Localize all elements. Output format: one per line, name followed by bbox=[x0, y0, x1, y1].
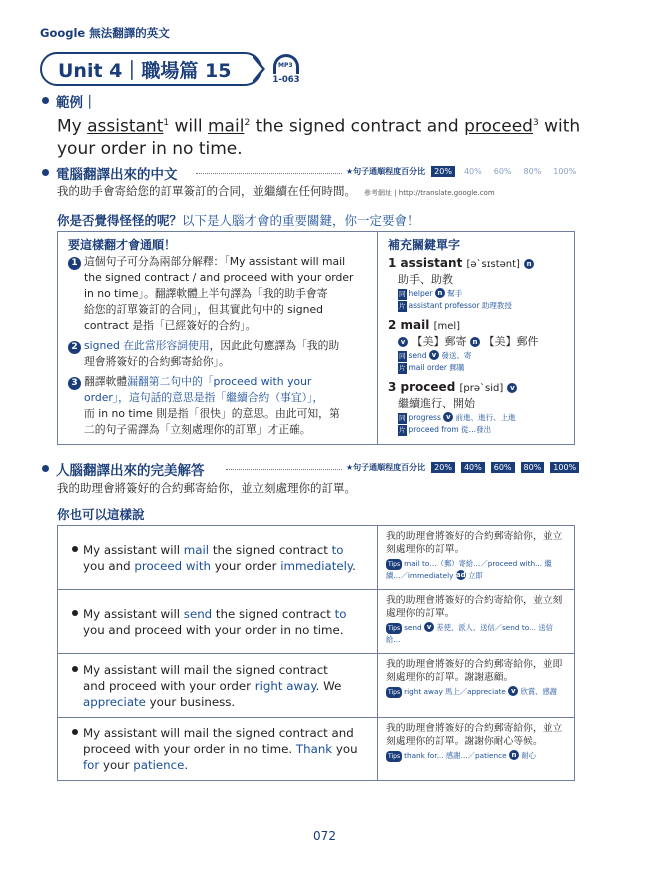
vocab-synonym bbox=[398, 288, 572, 300]
alt-text: you and proceed with your order in no time. bbox=[83, 622, 344, 637]
fluency-level: 80% bbox=[521, 462, 545, 473]
example-text: with your order in no time. bbox=[57, 116, 581, 159]
alt-text: your order bbox=[210, 558, 281, 573]
alt-highlight: patience bbox=[133, 758, 185, 772]
phrase-tag: 片 bbox=[399, 426, 406, 434]
fix-highlight: 漏翻第二句中的「proceed with your bbox=[127, 375, 312, 388]
note-text: send bbox=[404, 623, 422, 632]
vocab-meaning-b: 【美】郵件 bbox=[483, 335, 539, 348]
fix-title: 要這樣翻才會通順！ bbox=[68, 238, 177, 252]
vocab-meaning-a: 【美】郵寄 bbox=[411, 335, 467, 348]
page-number: 072 bbox=[313, 829, 336, 843]
fix-highlight: order」，這句話的意思是指「繼續合約（事宜）」， bbox=[84, 391, 324, 404]
alt-text: My assistant will bbox=[83, 542, 184, 557]
table-row bbox=[58, 590, 574, 654]
table-row bbox=[58, 718, 574, 780]
alt-text: the signed contract bbox=[209, 542, 332, 557]
alt-text: you and bbox=[83, 558, 135, 573]
alt-text: your business. bbox=[145, 694, 236, 709]
fix-text: 這個句子可分為兩部分解釋：「My assistant will mail bbox=[84, 255, 346, 268]
tips-icon: Tips bbox=[388, 625, 401, 632]
phrase-text: proceed from 從…發出 bbox=[408, 425, 492, 434]
bullet-dot bbox=[72, 610, 78, 616]
unit-title: Unit 4｜職場篇 15 bbox=[40, 52, 262, 86]
keyword-assistant: assistant bbox=[87, 116, 164, 137]
alt-highlight: send bbox=[183, 606, 213, 621]
note-text: 耐心 bbox=[521, 751, 536, 760]
alt-highlight: immediately bbox=[280, 558, 353, 573]
alt-chinese bbox=[378, 526, 574, 589]
pos-badge: n bbox=[524, 259, 534, 269]
pos-badge: v bbox=[429, 350, 439, 360]
fluency-level: 80% bbox=[523, 167, 542, 176]
alternatives-table bbox=[57, 525, 575, 781]
fluency-level: 40% bbox=[461, 462, 485, 473]
alt-text: . bbox=[352, 558, 356, 573]
fix-text: 翻譯軟體 bbox=[84, 375, 128, 388]
alternatives-heading: 你也可以這樣說 bbox=[57, 507, 145, 522]
alt-text: you bbox=[332, 742, 358, 756]
example-heading: 範例｜ bbox=[56, 95, 97, 111]
synonym-tag: 同 bbox=[399, 352, 406, 360]
tips-icon: Tips bbox=[388, 689, 401, 696]
alt-note bbox=[386, 558, 566, 581]
alt-translation: 我的助理會將簽好的合約郵寄給你，並即刻處理你的訂單。謝謝惠顧。 bbox=[386, 659, 563, 683]
vocab-entry-assistant bbox=[388, 256, 572, 312]
pos-badge: n bbox=[509, 750, 519, 760]
section-bullet bbox=[42, 465, 49, 472]
number-badge: 1 bbox=[68, 257, 81, 270]
alt-chinese bbox=[378, 718, 574, 780]
example-sentence bbox=[57, 112, 597, 160]
vocab-meaning: 繼續進行、開始 bbox=[398, 397, 475, 410]
alt-highlight: to bbox=[334, 606, 347, 621]
vocab-synonym bbox=[398, 350, 572, 362]
alt-text: and proceed with your order bbox=[83, 678, 255, 693]
reference-url: 參考網址 | http://translate.google.com bbox=[364, 189, 495, 197]
note-text: 立即 bbox=[468, 571, 483, 580]
alt-english bbox=[58, 718, 378, 780]
phrase-text: assistant professor 助理教授 bbox=[408, 301, 512, 310]
phrase-tag: 片 bbox=[399, 364, 406, 372]
book-title: Google 無法翻譯的英文 bbox=[40, 26, 170, 40]
alt-highlight: right away bbox=[254, 678, 316, 693]
fix-text: contract 是指「已經簽好的合約」。 bbox=[84, 319, 257, 332]
fluency-level: 60% bbox=[491, 462, 515, 473]
vocab-number: 1 bbox=[388, 256, 397, 270]
pos-badge: n bbox=[470, 337, 480, 347]
fix-text: 而 in no time 則是指「很快」的意思。由此可知，第 bbox=[84, 407, 340, 420]
synonym-word: helper bbox=[408, 289, 433, 298]
pos-badge: v bbox=[507, 383, 517, 393]
alt-highlight: Thank bbox=[295, 742, 333, 756]
odd-question-title: 你是否覺得怪怪的呢？ bbox=[57, 213, 183, 228]
keyword-index: 2 bbox=[244, 118, 251, 128]
machine-translation-text: 我的助手會寄給您的訂單簽訂的合同，並繼續在任何時間。 bbox=[57, 184, 356, 198]
fix-item-1 bbox=[68, 254, 370, 334]
pos-badge: v bbox=[443, 412, 453, 422]
example-text: My bbox=[57, 116, 88, 137]
vocab-phrase bbox=[398, 424, 572, 436]
fluency-level: 20% bbox=[431, 166, 455, 177]
alt-english bbox=[58, 654, 378, 717]
bullet-dot bbox=[72, 666, 78, 672]
example-text: will bbox=[169, 116, 208, 137]
vocab-title: 補充關鍵單字 bbox=[388, 238, 461, 252]
unit-arrow-inner bbox=[253, 58, 262, 80]
vocab-word: proceed bbox=[400, 380, 456, 394]
alt-highlight: for bbox=[83, 758, 100, 772]
fix-highlight: signed 在此當形容詞使用 bbox=[84, 339, 210, 352]
vocab-phonetic: [əˋsɪstənt] bbox=[466, 259, 520, 270]
mp3-badge bbox=[270, 54, 302, 85]
vocab-phrase bbox=[398, 300, 572, 312]
vocab-word: assistant bbox=[400, 256, 463, 270]
tips-icon: Tips bbox=[388, 561, 401, 568]
alt-text: . We bbox=[315, 678, 342, 693]
fix-text: 給您的訂單簽訂的合同」，但其實此句中的 signed bbox=[84, 303, 323, 316]
alt-translation: 我的助理會將簽好的合約郵寄給你，並立刻處理你的訂單。 bbox=[386, 531, 563, 555]
fix-text: ，因此此句應譯為「我的助 bbox=[209, 339, 340, 352]
vocab-phonetic: [prəˋsid] bbox=[459, 383, 504, 394]
fix-text: the signed contract / and proceed with your order bbox=[84, 271, 354, 284]
note-text: right away 馬上／appreciate bbox=[404, 687, 506, 696]
alt-translation: 我的助理會將簽好的合約郵寄給你，並立刻處理你的訂單。謝謝你耐心等候。 bbox=[386, 723, 563, 747]
keyword-proceed: proceed bbox=[464, 116, 533, 137]
alt-highlight: mail bbox=[183, 542, 210, 557]
fix-item-2 bbox=[68, 338, 370, 370]
fluency-level: 40% bbox=[463, 167, 482, 176]
keyword-mail: mail bbox=[208, 116, 245, 137]
alt-translation: 我的助理會將簽好的合約寄給你，並立刻處理你的訂單。 bbox=[386, 595, 563, 619]
alt-english bbox=[58, 526, 378, 589]
pos-badge: v bbox=[508, 686, 518, 696]
table-row bbox=[58, 654, 574, 718]
fluency-level: 60% bbox=[493, 167, 512, 176]
machine-heading: 電腦翻譯出來的中文 bbox=[56, 167, 178, 183]
human-translation: 我的助理會將簽好的合約郵寄給你，並立刻處理你的訂單。 bbox=[57, 481, 356, 495]
alt-text: your bbox=[99, 758, 134, 772]
fluency-level: 100% bbox=[550, 462, 579, 473]
fix-text: in no time」。翻譯軟體上半句譯為「我的助手會寄 bbox=[84, 287, 328, 300]
fix-text: 二的句子需譯為「立刻處理你的訂單」才正確。 bbox=[84, 423, 311, 436]
section-bullet bbox=[42, 97, 49, 104]
synonym-meaning: 幫手 bbox=[447, 289, 463, 298]
alt-highlight: to bbox=[331, 542, 344, 557]
vocab-phonetic: [mel] bbox=[433, 321, 461, 332]
phrase-text: mail order 郵購 bbox=[408, 363, 465, 372]
box-divider bbox=[377, 232, 378, 444]
fluency-scale-machine bbox=[346, 166, 579, 177]
human-heading: 人腦翻譯出來的完美解答 bbox=[56, 463, 205, 479]
fluency-level: 20% bbox=[431, 462, 455, 473]
vocab-synonym bbox=[398, 412, 572, 424]
pos-badge: ad bbox=[455, 571, 466, 579]
alt-chinese bbox=[378, 590, 574, 653]
headphones-icon bbox=[273, 54, 299, 74]
vocab-number: 2 bbox=[388, 318, 397, 332]
machine-translation bbox=[57, 183, 495, 199]
synonym-meaning: 前進、進行、上進 bbox=[455, 413, 516, 422]
fix-item-3 bbox=[68, 374, 370, 438]
alt-chinese bbox=[378, 654, 574, 717]
synonym-word: send bbox=[408, 351, 427, 360]
note-text: 差使、派人、送信／send to... 送信給… bbox=[386, 623, 553, 644]
odd-question-sub: 以下是人腦才會的重要關鍵，你一定要會！ bbox=[182, 213, 420, 228]
alt-note bbox=[386, 622, 566, 645]
phrase-tag: 片 bbox=[399, 302, 406, 310]
pos-badge: n bbox=[435, 288, 445, 298]
fluency-scale-human bbox=[346, 462, 579, 473]
section-bullet bbox=[42, 169, 49, 176]
dotted-leader bbox=[196, 173, 342, 174]
example-text: the signed contract and bbox=[250, 116, 465, 137]
keyword-index: 3 bbox=[532, 118, 539, 128]
number-badge: 3 bbox=[68, 377, 81, 390]
fluency-label: ★句子通順程度百分比 bbox=[346, 463, 426, 472]
vocab-number: 3 bbox=[388, 380, 397, 394]
alt-note bbox=[386, 686, 566, 698]
alt-text: proceed with your order in no time. bbox=[83, 742, 296, 756]
bullet-dot bbox=[72, 729, 78, 735]
pos-badge: v bbox=[398, 337, 408, 347]
odd-question bbox=[57, 211, 420, 229]
vocab-word: mail bbox=[400, 318, 430, 332]
bullet-dot bbox=[72, 546, 78, 552]
pos-badge: v bbox=[424, 622, 434, 632]
alt-english bbox=[58, 590, 378, 653]
alt-text: My assistant will mail the signed contract and bbox=[83, 726, 354, 740]
alt-text: My assistant will bbox=[83, 606, 184, 621]
mp3-label: MP3 bbox=[278, 62, 293, 69]
explanation-box bbox=[57, 231, 575, 445]
synonym-tag: 同 bbox=[399, 414, 406, 422]
note-text: mail to…（郵）寄給…／proceed with... 繼續…／immediately bbox=[386, 559, 552, 580]
dotted-leader bbox=[226, 469, 342, 470]
mp3-track: 1-063 bbox=[272, 75, 300, 85]
fluency-level: 100% bbox=[553, 167, 577, 176]
note-text: 欣賞、感謝 bbox=[520, 687, 558, 696]
number-badge: 2 bbox=[68, 341, 81, 354]
tips-icon: Tips bbox=[388, 753, 401, 760]
vocab-entry-mail bbox=[388, 318, 572, 374]
vocab-meaning bbox=[398, 333, 572, 349]
synonym-meaning: 發送、寄 bbox=[441, 351, 472, 360]
synonym-word: progress bbox=[408, 413, 441, 422]
alt-highlight: proceed with bbox=[134, 558, 211, 573]
note-text: thank for... 感謝…／patience bbox=[404, 751, 507, 760]
vocab-phrase bbox=[398, 362, 572, 374]
keyword-index: 1 bbox=[163, 118, 170, 128]
alt-highlight: appreciate bbox=[83, 694, 146, 709]
vocab-entry-proceed bbox=[388, 380, 572, 436]
alt-text: . bbox=[184, 758, 189, 772]
fix-text: 理會將簽好的合約郵寄給你」。 bbox=[84, 355, 230, 368]
table-row bbox=[58, 526, 574, 590]
synonym-tag: 同 bbox=[399, 290, 406, 298]
vocab-meaning: 助手、助教 bbox=[398, 273, 453, 286]
fluency-label: ★句子通順程度百分比 bbox=[346, 167, 426, 176]
alt-note bbox=[386, 750, 566, 762]
alt-text: the signed contract bbox=[212, 606, 335, 621]
alt-text: My assistant will mail the signed contract bbox=[83, 662, 328, 677]
